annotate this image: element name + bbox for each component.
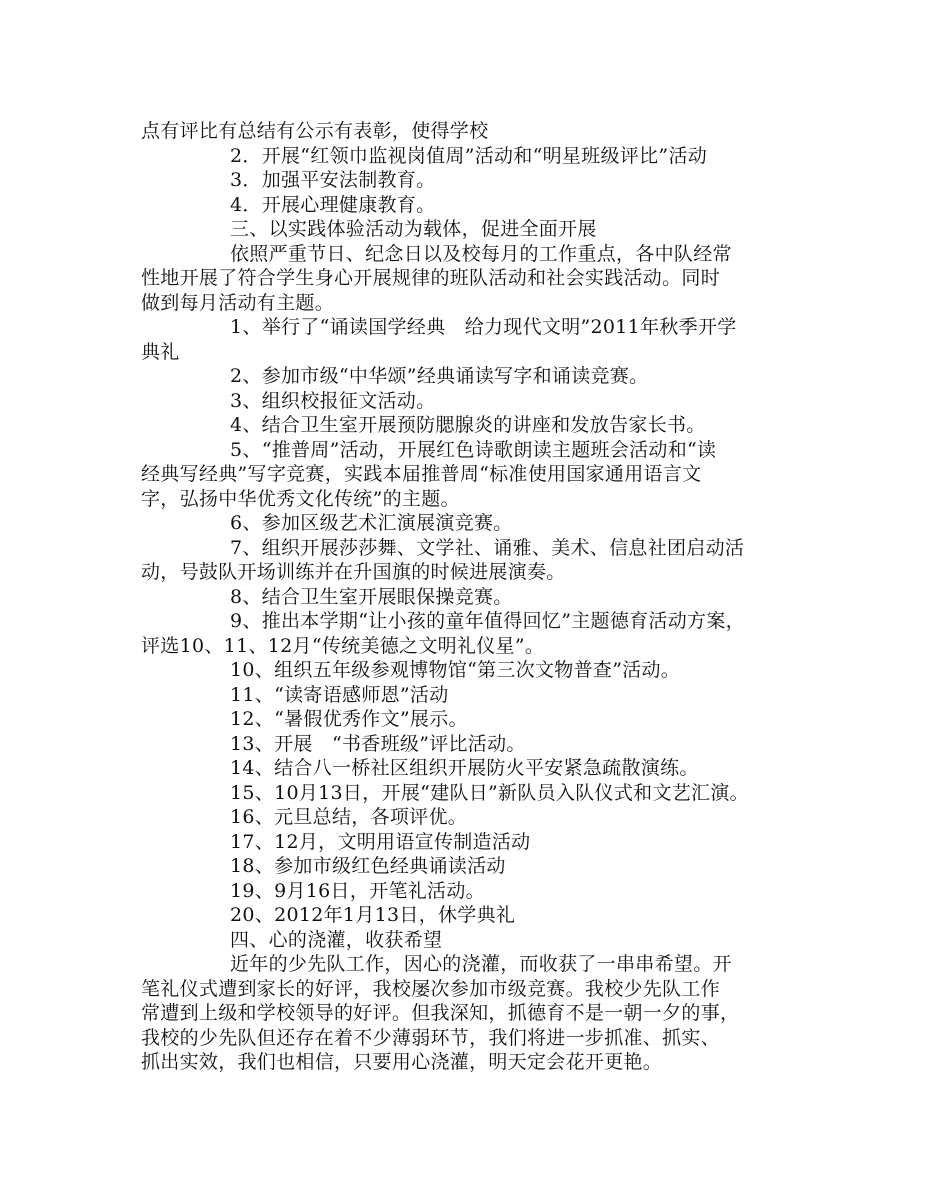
document-body <box>141 119 821 1075</box>
text-line: 2、参加市级“中华颂”经典诵读写字和诵读竞赛。 <box>230 365 649 387</box>
text-line: 12、“暑假优秀作文”展示。 <box>230 708 468 730</box>
text-line: 17、12月，文明用语宣传制造活动 <box>230 830 531 853</box>
text-line: 4．开展心理健康教育。 <box>230 193 436 216</box>
text-line: 评选10、11、12月“传统美德之文明礼仪星”。 <box>141 634 545 657</box>
text-line: 8、结合卫生室开展眼保操竞赛。 <box>230 585 513 608</box>
text-line: 18、参加市级红色经典诵读活动 <box>230 855 506 877</box>
text-line: 三、以实践体验活动为载体，促进全面开展 <box>230 218 597 240</box>
text-line: 动，号鼓队开场训练并在升国旗的时候进展演奏。 <box>141 561 566 583</box>
text-line: 四、心的浇灌，收获希望 <box>230 928 443 951</box>
text-line: 10、组织五年级参观博物馆“第三次文物普查”活动。 <box>230 659 681 681</box>
text-line: 7、组织开展莎莎舞、文学社、诵雅、美术、信息社团启动活 <box>230 536 745 559</box>
text-line: 近年的少先队工作，因心的浇灌，而收获了一串串希望。开 <box>230 953 732 975</box>
text-line: 14、结合八一桥社区组织开展防火平安紧急疏散演练。 <box>230 757 699 779</box>
text-line: 3．加强平安法制教育。 <box>230 169 436 191</box>
text-line: 6、参加区级艺术汇演展演竞赛。 <box>230 512 513 534</box>
text-line: 我校的少先队但还存在着不少薄弱环节，我们将进一步抓准、抓实、 <box>141 1026 721 1049</box>
text-line: 15、10月13日，开展“建队日”新队员入队仪式和文艺汇演。 <box>230 781 749 804</box>
text-line: 笔礼仪式遭到家长的好评，我校屡次参加市级竞赛。我校少先队工作 <box>141 977 721 1000</box>
text-line: 3、组织校报征文活动。 <box>230 389 436 412</box>
text-line: 常遭到上级和学校领导的好评。但我深知，抓德育不是一朝一夕的事， <box>141 1002 740 1024</box>
text-line: 点有评比有总结有公示有表彰，使得学校 <box>141 120 489 142</box>
text-line: 2．开展“红领巾监视岗值周”活动和“明星班级评比”活动 <box>230 144 708 167</box>
text-line: 字，弘扬中华优秀文化传统”的主题。 <box>141 487 460 510</box>
text-line: 性地开展了符合学生身心开展规律的班队活动和社会实践活动。同时 <box>141 267 721 289</box>
text-line: 9、推出本学期“让小孩的童年值得回忆”主题德育活动方案， <box>230 610 745 632</box>
text-line: 经典写经典”写字竞赛，实践本届推普周“标准使用国家通用语言文 <box>141 463 702 485</box>
text-line: 4、结合卫生室开展预防腮腺炎的讲座和发放告家长书。 <box>230 414 706 436</box>
text-line: 典礼 <box>141 340 180 363</box>
text-line: 1、举行了“诵读国学经典 给力现代文明”2011年秋季开学 <box>230 316 737 338</box>
text-line: 16、元旦总结，各项评优。 <box>230 806 468 828</box>
text-line: 依照严重节日、纪念日以及校每月的工作重点，各中队经常 <box>230 242 732 265</box>
text-line: 13、开展 “书香班级”评比活动。 <box>230 732 526 755</box>
text-line: 19、9月16日，开笔礼活动。 <box>230 879 485 902</box>
text-line: 抓出实效，我们也相信，只要用心浇灌，明天定会花开更艳。 <box>141 1051 663 1073</box>
text-line: 做到每月活动有主题。 <box>141 291 335 314</box>
text-line: 20、2012年1月13日，休学典礼 <box>230 904 516 926</box>
text-line: 5、“推普周”活动，开展红色诗歌朗读主题班会活动和“读 <box>230 438 717 461</box>
text-line: 11、“读寄语感师恩”活动 <box>230 683 449 706</box>
